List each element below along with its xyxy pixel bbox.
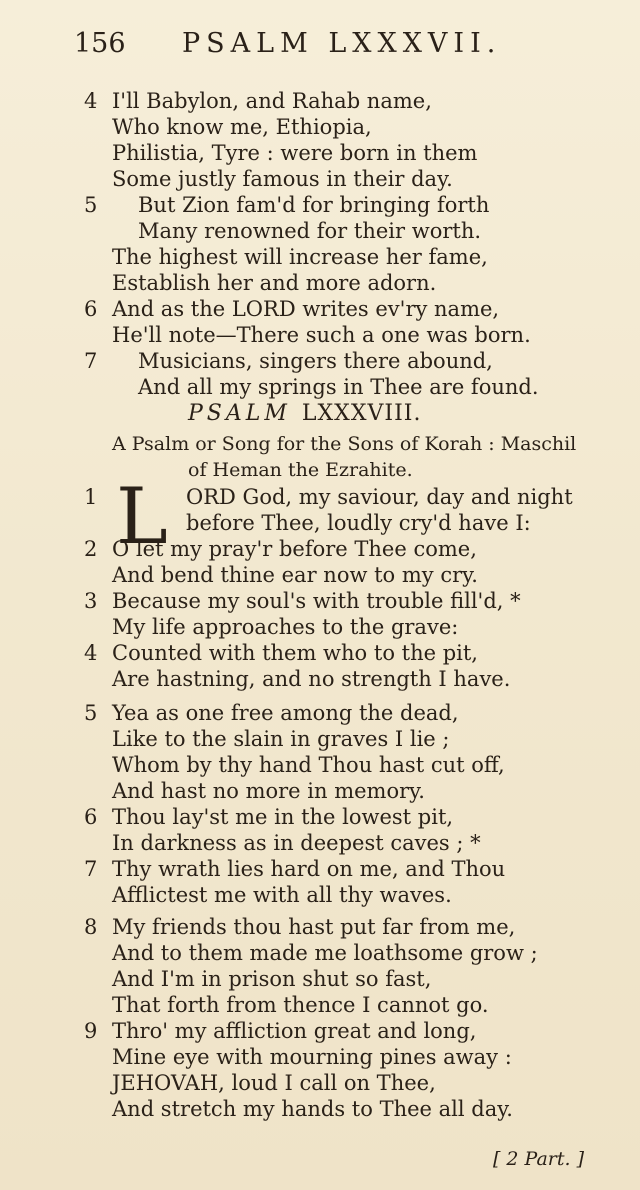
verse-line: But Zion fam'd for bringing forth <box>138 193 490 217</box>
psalm88-title-number: LXXXVIII. <box>301 401 422 426</box>
verse-line-row <box>0 804 640 830</box>
verse-line-row <box>0 536 640 562</box>
verse-number: 9 <box>84 1019 98 1043</box>
verse-line: Some justly famous in their day. <box>112 167 453 191</box>
verse-number: 7 <box>84 857 98 881</box>
verse-line-row <box>0 270 640 296</box>
verse-line: I'll Babylon, and Rahab name, <box>112 89 432 113</box>
verse-line: Thro' my affliction great and long, <box>112 1019 477 1043</box>
verse-line: My life approaches to the grave: <box>112 615 459 639</box>
verse-line: Are hastning, and no strength I have. <box>112 667 511 691</box>
verse-line: And hast no more in memory. <box>112 779 425 803</box>
verse-line: In darkness as in deepest caves ; * <box>112 831 481 855</box>
verse-line-row <box>0 374 640 400</box>
verse-number: 4 <box>84 89 98 113</box>
verse-line-row <box>0 1018 640 1044</box>
drop-cap: L <box>116 472 168 562</box>
verse-number: 6 <box>84 805 98 829</box>
verse-line-row <box>0 1070 640 1096</box>
verse-line: ORD God, my saviour, day and night <box>186 485 573 509</box>
verse-line: Who know me, Ethiopia, <box>112 115 372 139</box>
verse-number: 3 <box>84 589 98 613</box>
verse-line: Mine eye with mourning pines away : <box>112 1045 512 1069</box>
verse-number: 1 <box>84 485 98 509</box>
verse-line: Whom by thy hand Thou hast cut off, <box>112 753 505 777</box>
verse-line-row <box>0 940 640 966</box>
verse-line-row <box>0 992 640 1018</box>
verse-line: And I'm in prison shut so fast, <box>112 967 432 991</box>
verse-line-row <box>0 914 640 940</box>
verse-line: Like to the slain in graves I lie ; <box>112 727 450 751</box>
verse-line-row <box>0 140 640 166</box>
verse-line: And stretch my hands to Thee all day. <box>112 1097 513 1121</box>
verse-line: And bend thine ear now to my cry. <box>112 563 478 587</box>
verse-line-row <box>0 752 640 778</box>
verse-line-row <box>0 726 640 752</box>
verse-number: 2 <box>84 537 98 561</box>
psalm88-title-word: PSALM <box>188 401 291 426</box>
verse-number: 5 <box>84 193 98 217</box>
verse-number: 6 <box>84 297 98 321</box>
verse-line: And all my springs in Thee are found. <box>138 375 539 399</box>
verse-line: He'll note—There such a one was born. <box>112 323 531 347</box>
verse-line: The highest will increase her fame, <box>112 245 488 269</box>
verse-line: My friends thou hast put far from me, <box>112 915 516 939</box>
verse-line: That forth from thence I cannot go. <box>112 993 489 1017</box>
verse-number: 4 <box>84 641 98 665</box>
verse-line: Philistia, Tyre : were born in them <box>112 141 478 165</box>
psalm88-subtitle-2: of Heman the Ezrahite. <box>188 459 413 481</box>
verse-line-row <box>0 296 640 322</box>
verse-line-row <box>0 830 640 856</box>
verse-line-row <box>0 244 640 270</box>
verse-line-row <box>0 1096 640 1122</box>
verse-line: Yea as one free among the dead, <box>112 701 459 725</box>
verse-line: JEHOVAH, loud I call on Thee, <box>112 1071 436 1095</box>
verse-line-row <box>0 166 640 192</box>
verse-line-row <box>0 1044 640 1070</box>
verse-line-row <box>0 778 640 804</box>
page-number: 156 <box>74 28 126 59</box>
verse-line-row <box>0 666 640 692</box>
verse-line-row <box>0 882 640 908</box>
verse-line: Many renowned for their worth. <box>138 219 482 243</box>
verse-line: Counted with them who to the pit, <box>112 641 478 665</box>
verse-line: Musicians, singers there abound, <box>138 349 493 373</box>
verse-line: And as the LORD writes ev'ry name, <box>112 297 500 321</box>
psalm88-subtitle-1: A Psalm or Song for the Sons of Korah : Maschil <box>112 433 577 455</box>
verse-line: before Thee, loudly cry'd have I: <box>186 511 531 535</box>
verse-line: O let my pray'r before Thee come, <box>112 537 477 561</box>
verse-line-row <box>0 348 640 374</box>
verse-line-row <box>0 192 640 218</box>
verse-line-row <box>0 700 640 726</box>
catchword: [ 2 Part. ] <box>492 1148 584 1170</box>
verse-line-row <box>0 856 640 882</box>
verse-line-row <box>0 88 640 114</box>
verse-line: Afflictest me with all thy waves. <box>112 883 452 907</box>
verse-line-row <box>0 562 640 588</box>
verse-number: 8 <box>84 915 98 939</box>
verse-line-row <box>0 966 640 992</box>
verse-line-row <box>0 322 640 348</box>
verse-line-row <box>0 588 640 614</box>
verse-line: And to them made me loathsome grow ; <box>112 941 538 965</box>
verse-line: Because my soul's with trouble fill'd, * <box>112 589 521 613</box>
verse-number: 5 <box>84 701 98 725</box>
running-title: PSALM LXXXVII. <box>182 28 502 59</box>
verse-line-row <box>0 218 640 244</box>
verse-line-row <box>0 640 640 666</box>
verse-number: 7 <box>84 349 98 373</box>
verse-line: Thy wrath lies hard on me, and Thou <box>112 857 506 881</box>
verse-line-row <box>0 114 640 140</box>
verse-line-row <box>0 614 640 640</box>
page-header <box>70 28 620 68</box>
verse-line: Establish her and more adorn. <box>112 271 437 295</box>
verse-line: Thou lay'st me in the lowest pit, <box>112 805 454 829</box>
psalm88-title <box>0 400 640 428</box>
